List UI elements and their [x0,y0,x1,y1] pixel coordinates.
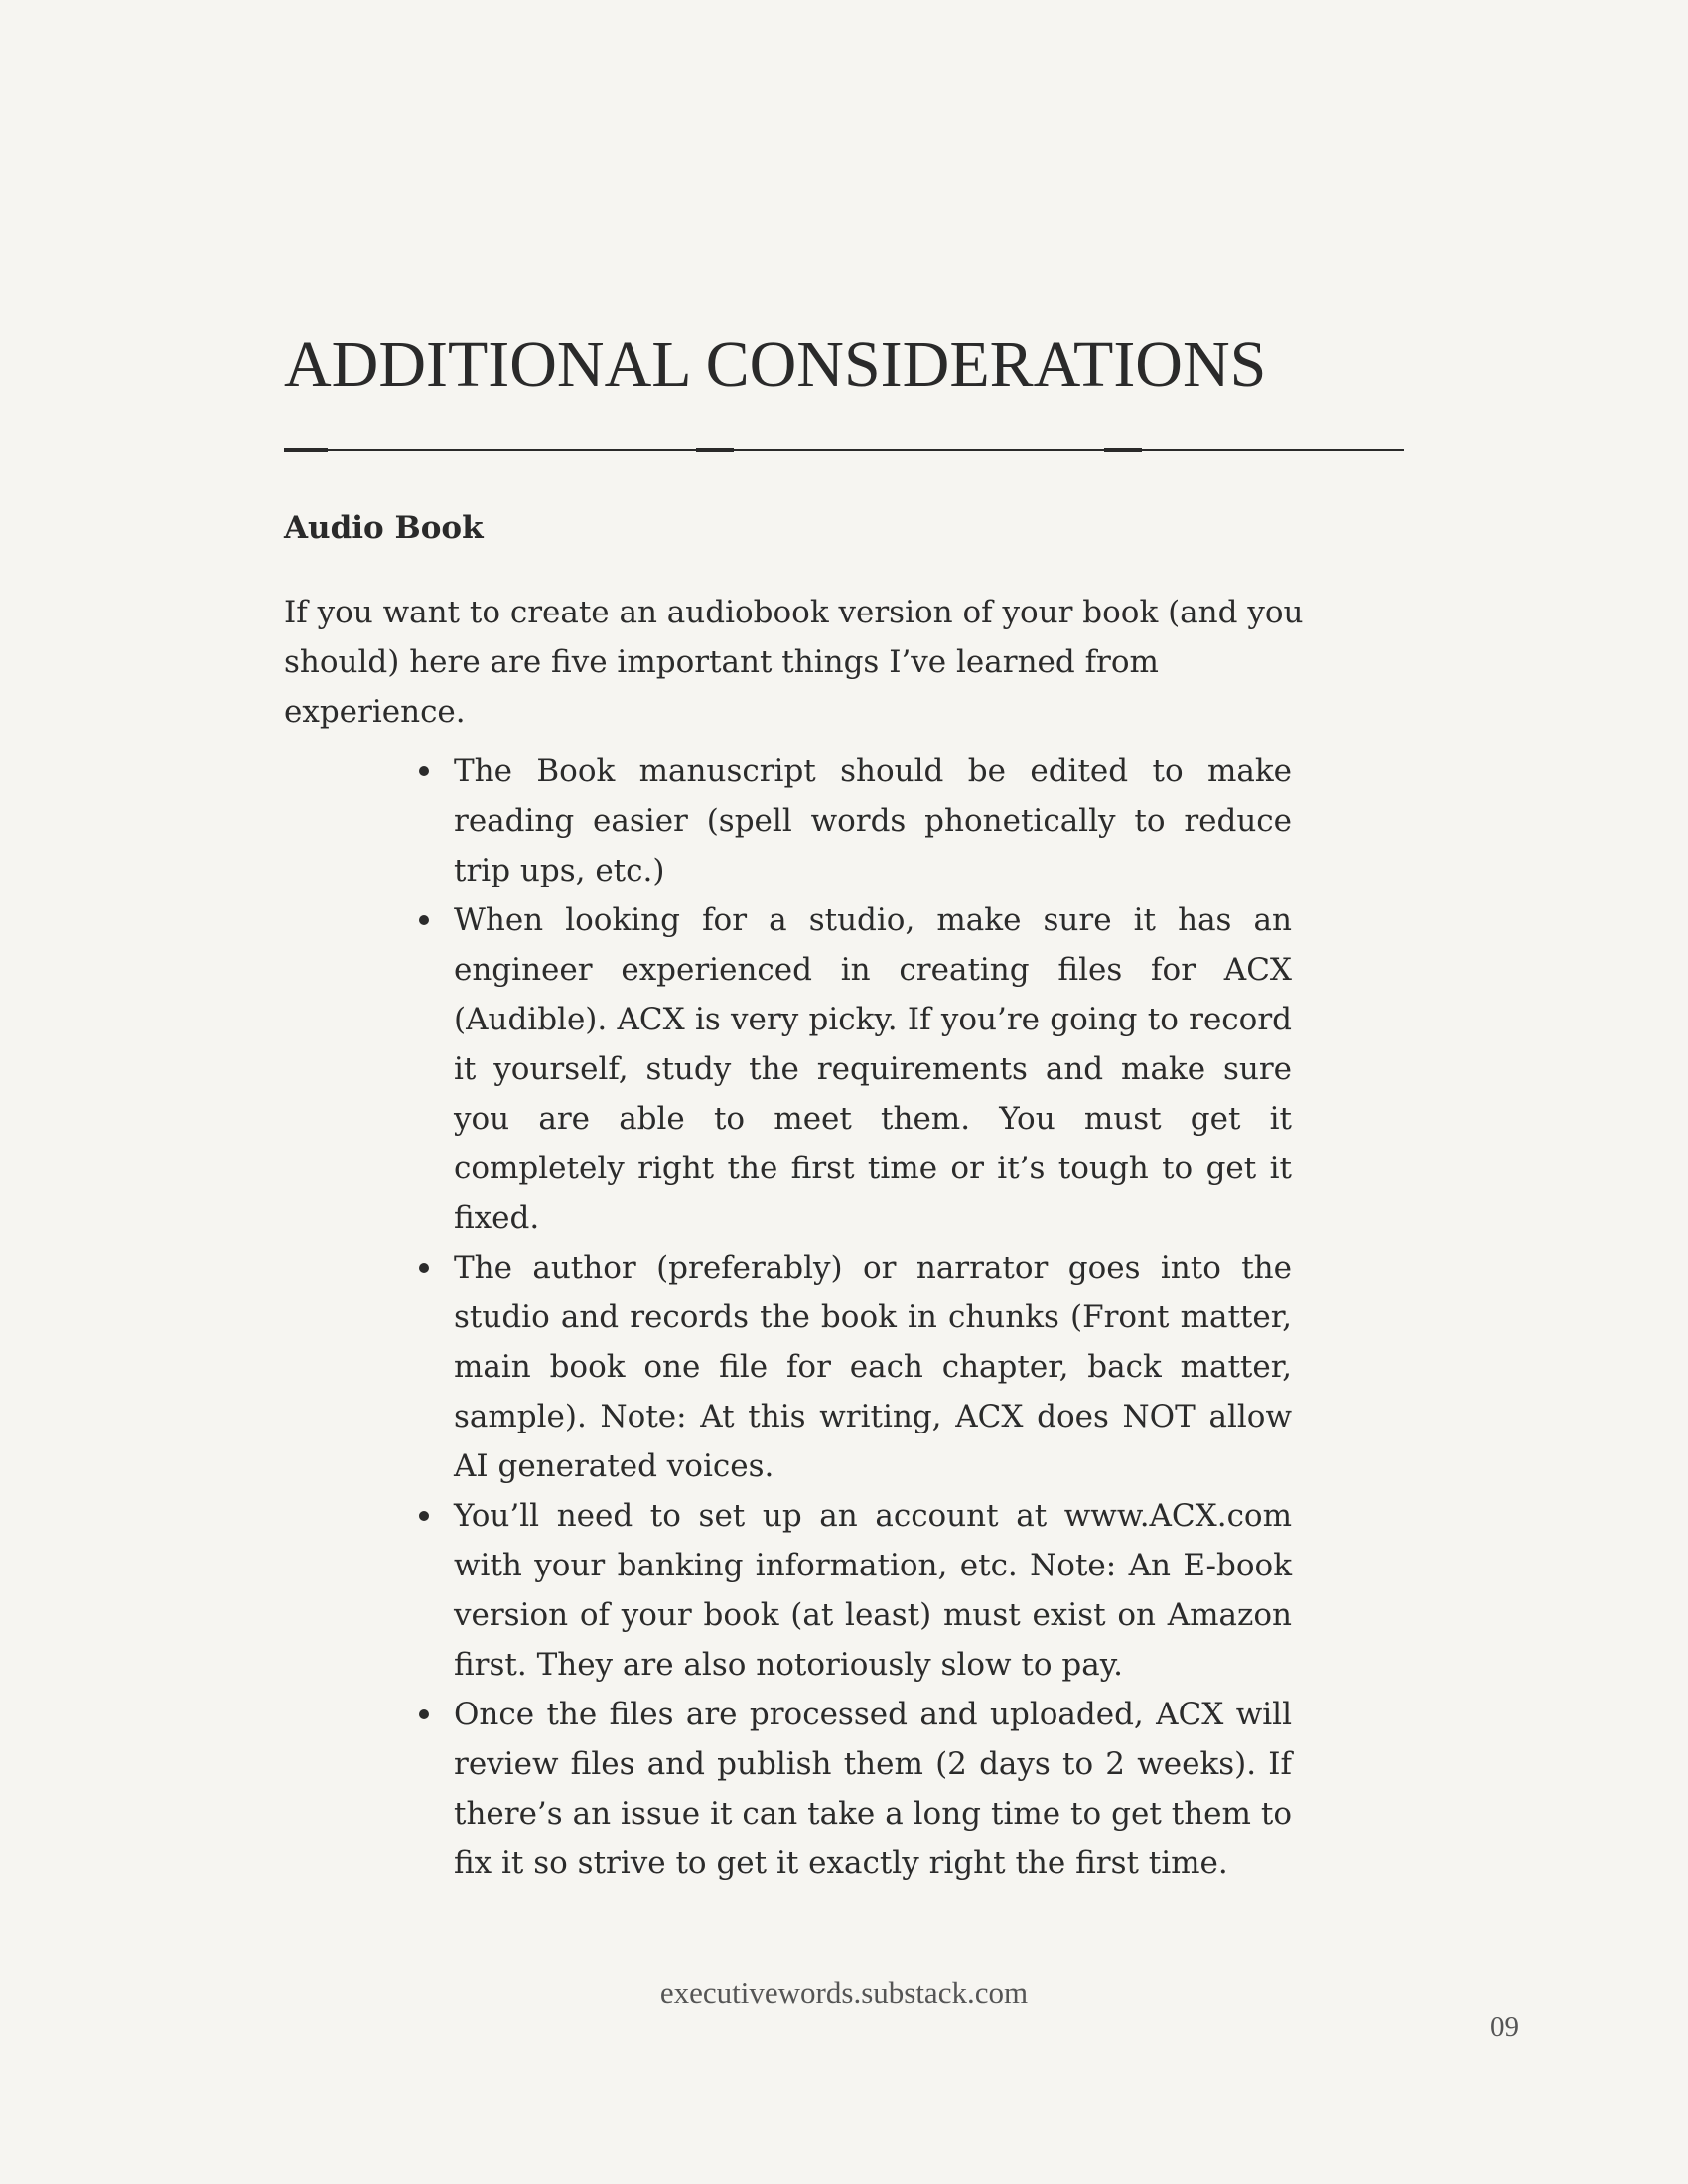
list-item-text: The author (preferably) or narrator goes into the studio and records the book in chunks (Front matter, main book one file for each chapter, back matter, sample). Note: At this writing, ACX does NOT allow AI generated voices. [454,1250,1292,1484]
bullet-icon [419,1263,429,1273]
divider-accent [696,448,734,452]
bullet-icon [419,1709,429,1719]
title-divider [284,449,1404,451]
list-item [454,1243,1292,1491]
bullet-icon [419,1511,429,1521]
page-number: 09 [1490,2011,1519,2043]
divider-accent [284,448,328,452]
list-item-text: You’ll need to set up an account at www.ACX.com with your banking information, etc. Note: An E-book version of your book (at least) must exist on Amazon first. They are also notoriously slow to pay. [454,1498,1292,1683]
bullet-icon [419,766,429,776]
divider-accent [1104,448,1142,452]
list-item-text: When looking for a studio, make sure it has an engineer experienced in creating files for ACX (Audible). ACX is very picky. If you’re going to record it yourself, study the requirements and make sure you are able to meet them. You must get it completely right the first time or it’s tough to get it fixed. [454,902,1292,1236]
intro-paragraph: If you want to create an audiobook version of your book (and you should) here are five important things I’ve learned from experience. [284,595,1304,730]
list-item-text: Once the files are processed and uploaded, ACX will review files and publish them (2 days to 2 weeks). If there’s an issue it can take a long time to get them to fix it so strive to get it exactly right the first time. [454,1697,1292,1881]
list-item [454,747,1292,895]
tips-list [454,747,1292,1888]
list-item-text: The Book manuscript should be edited to make reading easier (spell words phonetically to reduce trip ups, etc.) [454,753,1292,888]
list-item [454,1690,1292,1888]
page-title: ADDITIONAL CONSIDERATIONS [284,329,1267,401]
footer-url[interactable]: executivewords.substack.com [659,1976,1029,2010]
list-item [454,1491,1292,1690]
bullet-icon [419,915,429,925]
section-heading: Audio Book [284,510,484,546]
list-item [454,895,1292,1243]
